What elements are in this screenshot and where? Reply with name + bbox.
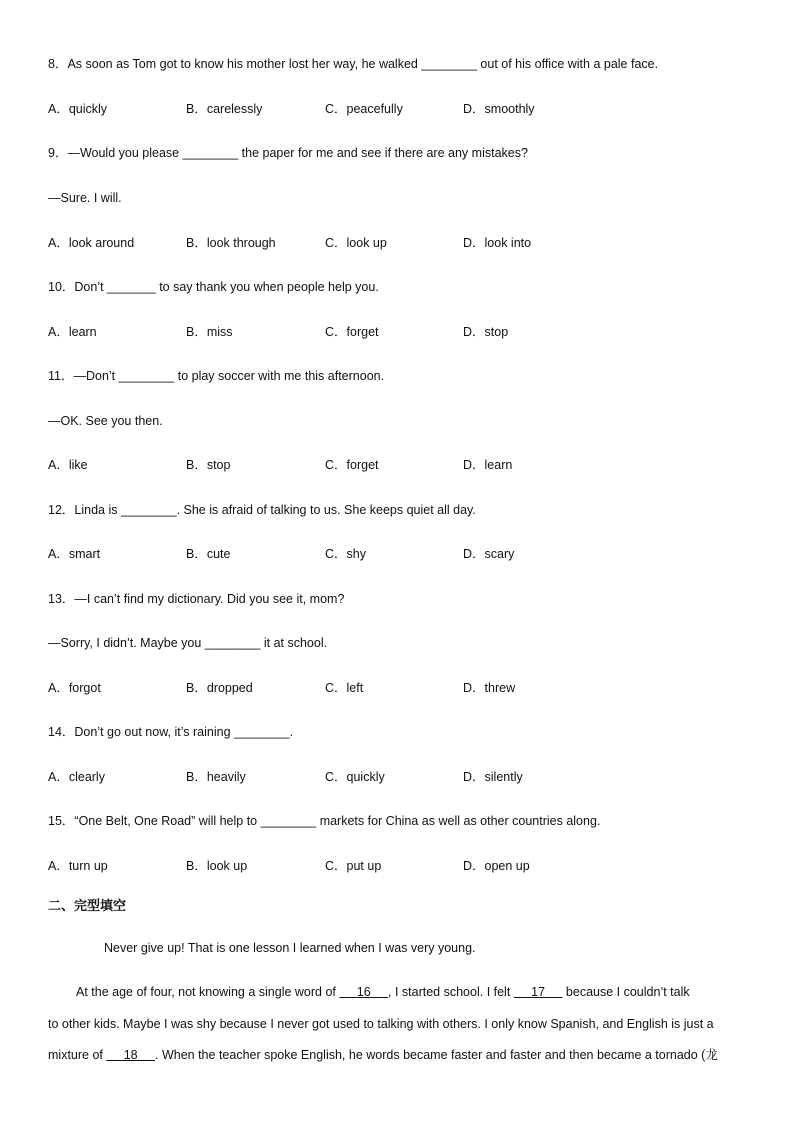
q13-option-a: A．forgot <box>48 681 101 695</box>
passage-text: . When the teacher spoke English, he words became faster and faster and then became a tornado (龙 <box>155 1048 718 1062</box>
q8-option-b: B．carelessly <box>186 102 263 116</box>
q9-option-a: A．look around <box>48 236 135 250</box>
q9-option-b: B．look through <box>186 236 276 250</box>
passage-line-2: to other kids. Maybe I was shy because I never got used to talking with others. I only know Spanish, and English is just a <box>48 1017 714 1031</box>
q14-option-d: D．silently <box>463 770 523 784</box>
q10-option-b: B．miss <box>186 325 233 339</box>
q14-option-c: C．quickly <box>325 770 385 784</box>
blank-18: 18 <box>123 1048 138 1062</box>
q14-option-b: B．heavily <box>186 770 246 784</box>
q12-option-a: A．smart <box>48 547 101 561</box>
question-9-stem: 9．—Would you please ________ the paper for me and see if there are any mistakes? <box>48 146 528 160</box>
q8-option-c: C．peacefully <box>325 102 403 116</box>
q10-option-a: A．learn <box>48 325 97 339</box>
q11-option-b: B．stop <box>186 458 231 472</box>
question-10-stem: 10．Don’t _______ to say thank you when people help you. <box>48 280 379 294</box>
q13-option-c: C．left <box>325 681 364 695</box>
passage-paragraph-1: Never give up! That is one lesson I learned when I was very young. <box>104 941 476 955</box>
q12-option-c: C．shy <box>325 547 366 561</box>
question-13-reply: —Sorry, I didn’t. Maybe you ________ it at school. <box>48 636 328 650</box>
q14-option-a: A．clearly <box>48 770 105 784</box>
q9-option-d: D．look into <box>463 236 532 250</box>
question-11-reply: —OK. See you then. <box>48 414 163 428</box>
q11-option-a: A．like <box>48 458 88 472</box>
passage-text: because I couldn’t talk <box>562 985 690 999</box>
q15-option-a: A．turn up <box>48 859 108 873</box>
q11-option-d: D．learn <box>463 458 513 472</box>
passage-line-3 <box>48 1047 718 1063</box>
question-11-stem: 11．—Don’t ________ to play soccer with me this afternoon. <box>48 369 385 383</box>
q9-option-c: C．look up <box>325 236 387 250</box>
q10-option-d: D．stop <box>463 325 509 339</box>
q13-option-b: B．dropped <box>186 681 253 695</box>
q13-option-d: D．threw <box>463 681 516 695</box>
blank-17: 17 <box>531 985 546 999</box>
question-13-stem: 13．—I can’t find my dictionary. Did you see it, mom? <box>48 592 345 606</box>
passage-line-1 <box>76 984 690 1000</box>
q11-option-c: C．forget <box>325 458 379 472</box>
q15-option-d: D．open up <box>463 859 530 873</box>
q10-option-c: C．forget <box>325 325 379 339</box>
q8-option-d: D．smoothly <box>463 102 535 116</box>
passage-text: At the age of four, not knowing a single word of <box>76 985 340 999</box>
question-12-stem: 12．Linda is ________. She is afraid of talking to us. She keeps quiet all day. <box>48 503 476 517</box>
q15-option-c: C．put up <box>325 859 382 873</box>
q12-option-b: B．cute <box>186 547 231 561</box>
blank-16: 16 <box>356 985 371 999</box>
q8-option-a: A．quickly <box>48 102 108 116</box>
q15-option-b: B．look up <box>186 859 248 873</box>
question-14-stem: 14．Don’t go out now, it’s raining ________. <box>48 725 294 739</box>
question-15-stem: 15．“One Belt, One Road” will help to ________ markets for China as well as other countries along. <box>48 814 601 828</box>
question-8-stem: 8．As soon as Tom got to know his mother lost her way, he walked ________ out of his office with a pale face. <box>48 57 659 71</box>
passage-text: mixture of <box>48 1048 107 1062</box>
section-heading: 二、完型填空 <box>48 899 127 914</box>
q12-option-d: D．scary <box>463 547 515 561</box>
passage-text: , I started school. I felt <box>388 985 514 999</box>
question-9-reply: —Sure. I will. <box>48 191 122 205</box>
